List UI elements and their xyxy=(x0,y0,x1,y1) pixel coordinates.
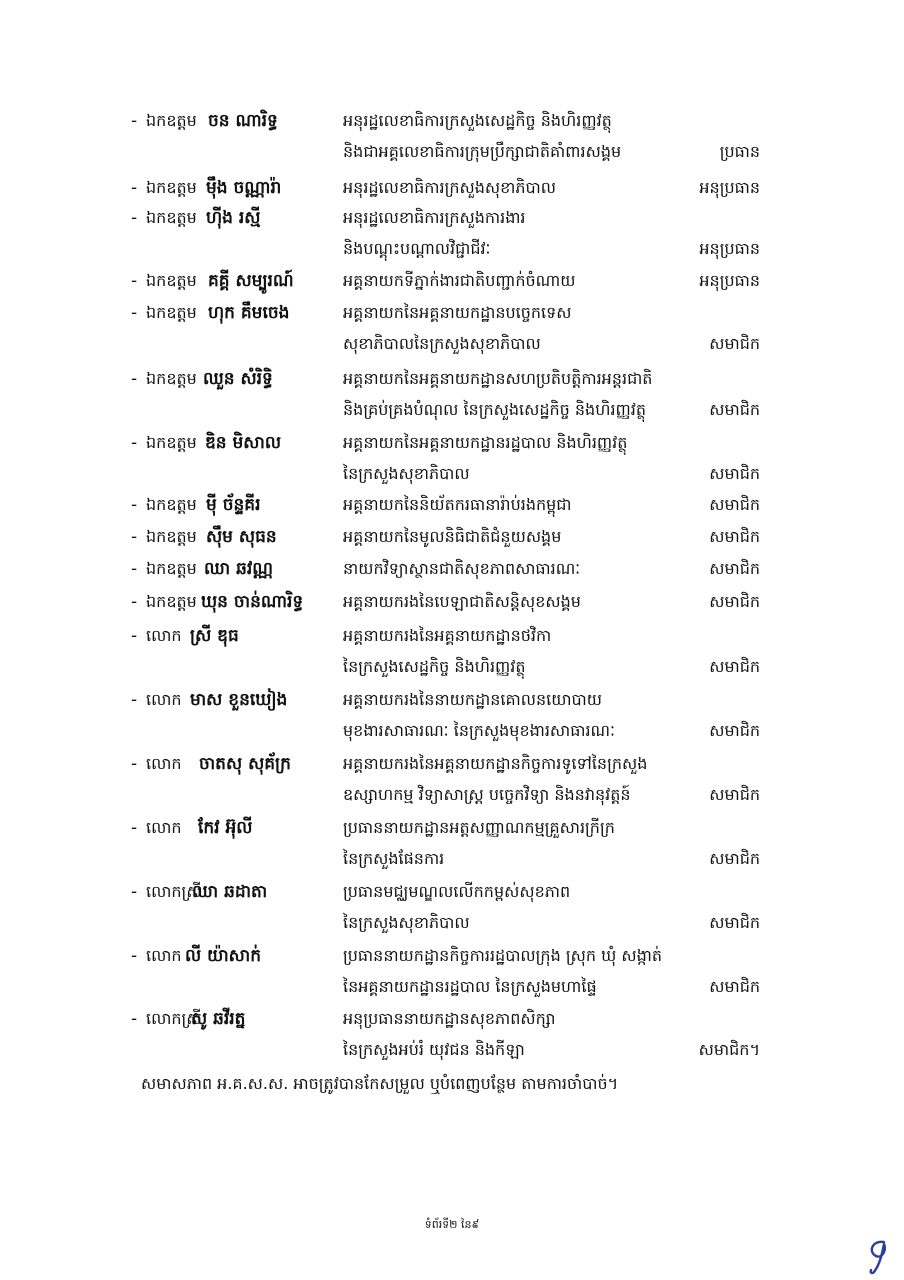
member-entry xyxy=(0,427,904,461)
member-role: សមាជិក។ xyxy=(698,1040,760,1059)
member-role: សមាជិក xyxy=(709,400,760,419)
handwritten-initial xyxy=(862,1236,896,1276)
member-name: ម៉ី ច័ន្ទគីរ xyxy=(206,495,261,515)
member-name: ឃុន ចាន់ណារិទ្ធ xyxy=(201,592,304,612)
member-entry-continuation xyxy=(0,907,904,941)
member-title: លោកស្រី xyxy=(146,1009,202,1028)
member-title: លោក xyxy=(146,818,182,837)
member-name: ស្រី ឌុធ xyxy=(190,626,239,646)
list-dash: - xyxy=(131,111,138,131)
member-role: សមាជិក xyxy=(709,495,760,514)
member-position-line: អគ្គនាយកនៃនិយ័តករធានារ៉ាប់រងកម្ពុជា xyxy=(343,495,572,514)
member-entry-continuation xyxy=(0,233,904,267)
member-name: មាស ខួនឃៀង xyxy=(190,690,288,710)
list-dash: - xyxy=(131,303,138,323)
member-role: សមាជិក xyxy=(709,527,760,546)
member-role: សមាជិក xyxy=(709,592,760,611)
member-entry xyxy=(0,363,904,397)
member-position-line: អនុរដ្ឋលេខាធិការក្រសួងសេដ្ឋកិច្ច និងហិរញ្ញវត្ថុ xyxy=(343,111,612,130)
member-entry-continuation xyxy=(0,136,904,170)
member-entry xyxy=(0,521,904,555)
list-dash: - xyxy=(131,1009,138,1029)
member-position-line: នាយកវិទ្យាស្ថានជាតិសុខភាពសាធារណៈ xyxy=(343,559,581,578)
member-title: ឯកឧត្តម xyxy=(146,592,197,611)
list-dash: - xyxy=(131,754,138,774)
member-title: ឯកឧត្តម xyxy=(146,495,197,514)
member-entry-continuation xyxy=(0,779,904,813)
member-position-line: នៃក្រសួងផែនការ xyxy=(343,849,445,868)
member-name: ឌិន មិសាល xyxy=(205,433,282,453)
list-dash: - xyxy=(131,271,138,291)
member-position-line: នៃក្រសួងសុខាភិបាល xyxy=(343,913,470,932)
member-title: ឯកឧត្តម xyxy=(146,178,197,197)
list-dash: - xyxy=(131,208,138,228)
member-entry xyxy=(0,940,904,974)
member-role: សមាជិក xyxy=(709,913,760,932)
member-name: ម៉ឹង ចណ្ណារ៉ា xyxy=(206,178,282,198)
member-title: ឯកឧត្តម xyxy=(146,111,197,130)
list-dash: - xyxy=(131,495,138,515)
member-name: ហ៊ីង រស្មី xyxy=(206,208,261,228)
member-title: លោក xyxy=(146,626,182,645)
member-position-line: អគ្គនាយករងនៃបេឡាជាតិសន្តិសុខសង្គម xyxy=(343,592,581,611)
member-entry xyxy=(0,1003,904,1037)
member-role: សមាជិក xyxy=(709,559,760,578)
member-entry xyxy=(0,586,904,620)
member-position-line: អគ្គនាយកទីភ្នាក់ងារជាតិបញ្ជាក់ចំណាយ xyxy=(343,271,576,290)
member-entry-continuation xyxy=(0,843,904,877)
member-entry xyxy=(0,265,904,299)
member-entry xyxy=(0,489,904,523)
member-title: លោក xyxy=(146,946,182,965)
member-entry-continuation xyxy=(0,458,904,492)
member-position-line: អនុរដ្ឋលេខាធិការក្រសួងការងារ xyxy=(343,208,526,227)
member-entry xyxy=(0,876,904,910)
list-dash: - xyxy=(131,882,138,902)
member-position-line: អនុរដ្ឋលេខាធិការក្រសួងសុខាភិបាល xyxy=(343,178,556,197)
member-entry-continuation xyxy=(0,715,904,749)
member-entry xyxy=(0,620,904,654)
member-title: លោក xyxy=(146,690,182,709)
member-name: ហុក គឹមចេង xyxy=(208,303,290,323)
member-position-line: និងបណ្តុះបណ្តាលវិជ្ជាជីវៈ xyxy=(343,239,491,258)
member-role: សមាជិក xyxy=(709,977,760,996)
list-dash: - xyxy=(131,178,138,198)
member-role: អនុប្រធាន xyxy=(699,178,760,197)
member-position-line: អគ្គនាយកនៃអគ្គនាយកដ្ឋានសហប្រតិបត្តិការអន្តរជាតិ xyxy=(343,369,653,388)
member-position-line: ឧស្សាហកម្ម វិទ្យាសាស្ត្រ បច្ចេកវិទ្យា និងនវានុវត្តន៍ xyxy=(343,785,631,804)
page-number: ទំព័រទី២ នៃ៩ xyxy=(424,1218,480,1231)
member-position-line: អគ្គនាយកនៃអគ្គនាយកដ្ឋានរដ្ឋបាល និងហិរញ្ញវត្ថុ xyxy=(343,433,628,452)
member-name: សូ ឆវីរត្ន xyxy=(191,1009,246,1029)
member-name: ចន ណារិទ្ធ xyxy=(208,111,278,131)
member-entry xyxy=(0,172,904,206)
member-position-line: អគ្គនាយករងនៃអគ្គនាយកដ្ឋានថវិកា xyxy=(343,626,552,645)
member-position-line: និងជាអគ្គលេខាធិការក្រុមប្រឹក្សាជាតិគាំពារសង្គម xyxy=(343,142,622,161)
member-position-line: អគ្គនាយករងនៃអគ្គនាយកដ្ឋានកិច្ចការទូទៅនៃក្រសួង xyxy=(343,754,648,773)
member-name: ឈួន សំរិទ្ធិ xyxy=(203,369,273,389)
member-name: ស៊ឹម សុធន xyxy=(206,527,277,547)
member-position-line: នៃក្រសួងអប់រំ យុវជន និងកីឡា xyxy=(343,1040,525,1059)
member-position-line: សុខាភិបាលនៃក្រសួងសុខាភិបាល xyxy=(343,334,541,353)
member-entry xyxy=(0,202,904,236)
member-role: សមាជិក xyxy=(709,785,760,804)
member-role: សមាជិក xyxy=(709,334,760,353)
member-position-line: នៃក្រសួងសុខាភិបាល xyxy=(343,464,470,483)
member-entry xyxy=(0,297,904,331)
member-position-line: នៃអគ្គនាយកដ្ឋានរដ្ឋបាល នៃក្រសួងមហាផ្ទៃ xyxy=(343,977,597,996)
member-title: ឯកឧត្តម xyxy=(146,527,197,546)
list-dash: - xyxy=(131,946,138,966)
list-dash: - xyxy=(131,527,138,547)
member-title: ឯកឧត្តម xyxy=(146,208,197,227)
member-entry xyxy=(0,553,904,587)
list-dash: - xyxy=(131,433,138,453)
member-entry-continuation xyxy=(0,651,904,685)
list-dash: - xyxy=(131,690,138,710)
member-position-line: អគ្គនាយកនៃអគ្គនាយកដ្ឋានបច្ចេកទេស xyxy=(343,303,572,322)
member-entry-continuation xyxy=(0,1034,904,1068)
member-position-line: នៃក្រសួងសេដ្ឋកិច្ច និងហិរញ្ញវត្ថុ xyxy=(343,657,526,676)
member-role: អនុប្រធាន xyxy=(699,271,760,290)
member-position-line: មុខងារសាធារណៈ នៃក្រសួងមុខងារសាធារណៈ xyxy=(343,721,615,740)
member-entry-continuation xyxy=(0,328,904,362)
member-name: ឈា ឆដាតា xyxy=(192,882,268,902)
member-title: ឯកឧត្តម xyxy=(146,303,197,322)
member-position-line: ប្រធាននាយកដ្ឋានអត្តសញ្ញាណកម្មគ្រួសារក្រីក្រ xyxy=(343,818,615,837)
member-entry xyxy=(0,812,904,846)
member-title: ឯកឧត្តម xyxy=(146,369,197,388)
member-entry xyxy=(0,684,904,718)
member-position-line: ប្រធាននាយកដ្ឋានកិច្ចការរដ្ឋបាលក្រុង ស្រុក ឃុំ សង្កាត់ xyxy=(343,946,663,965)
member-name: ឈា ឆវណ្ណ xyxy=(204,559,274,579)
member-title: ឯកឧត្តម xyxy=(146,559,197,578)
member-entry-continuation xyxy=(0,971,904,1005)
list-dash: - xyxy=(131,369,138,389)
member-role: សមាជិក xyxy=(709,657,760,676)
member-position-line: អគ្គនាយកនៃមូលនិធិជាតិជំនួយសង្គម xyxy=(343,527,562,546)
list-dash: - xyxy=(131,592,138,612)
list-dash: - xyxy=(131,818,138,838)
member-title: ឯកឧត្តម xyxy=(146,433,197,452)
member-title: ឯកឧត្តម xyxy=(146,271,197,290)
member-position-line: អគ្គនាយករងនៃនាយកដ្ឋានគោលនយោបាយ xyxy=(343,690,602,709)
member-role: អនុប្រធាន xyxy=(699,239,760,258)
member-name: ចាតសុ សុគ័ក្រ xyxy=(199,754,291,774)
footer-note: សមាសភាព អ.គ.ស.ស. អាចត្រូវបានកែសម្រួល ឬបំពេញបន្ថែម តាមការចាំបាច់។ xyxy=(141,1074,619,1093)
member-title: លោកស្រី xyxy=(146,882,202,901)
member-title: លោក xyxy=(146,754,182,773)
list-dash: - xyxy=(131,626,138,646)
member-entry-continuation xyxy=(0,394,904,428)
member-name: គគ្គី សម្បូរណ៍ xyxy=(208,271,294,291)
member-role: ប្រធាន xyxy=(719,142,760,161)
member-entry xyxy=(0,748,904,782)
member-name: កែវ អ៊ុលី xyxy=(198,818,253,838)
member-name: លី យ៉ាសាក់ xyxy=(185,946,262,966)
member-position-line: ប្រធានមជ្ឈមណ្ឌលលើកកម្ពស់សុខភាព xyxy=(343,882,571,901)
member-role: សមាជិក xyxy=(709,849,760,868)
member-position-line: និងគ្រប់គ្រងបំណុល នៃក្រសួងសេដ្ឋកិច្ច និងហិរញ្ញវត្ថុ xyxy=(343,400,646,419)
list-dash: - xyxy=(131,559,138,579)
member-role: សមាជិក xyxy=(709,721,760,740)
member-entry xyxy=(0,105,904,139)
member-position-line: អនុប្រធាននាយកដ្ឋានសុខភាពសិក្សា xyxy=(343,1009,556,1028)
member-role: សមាជិក xyxy=(709,464,760,483)
